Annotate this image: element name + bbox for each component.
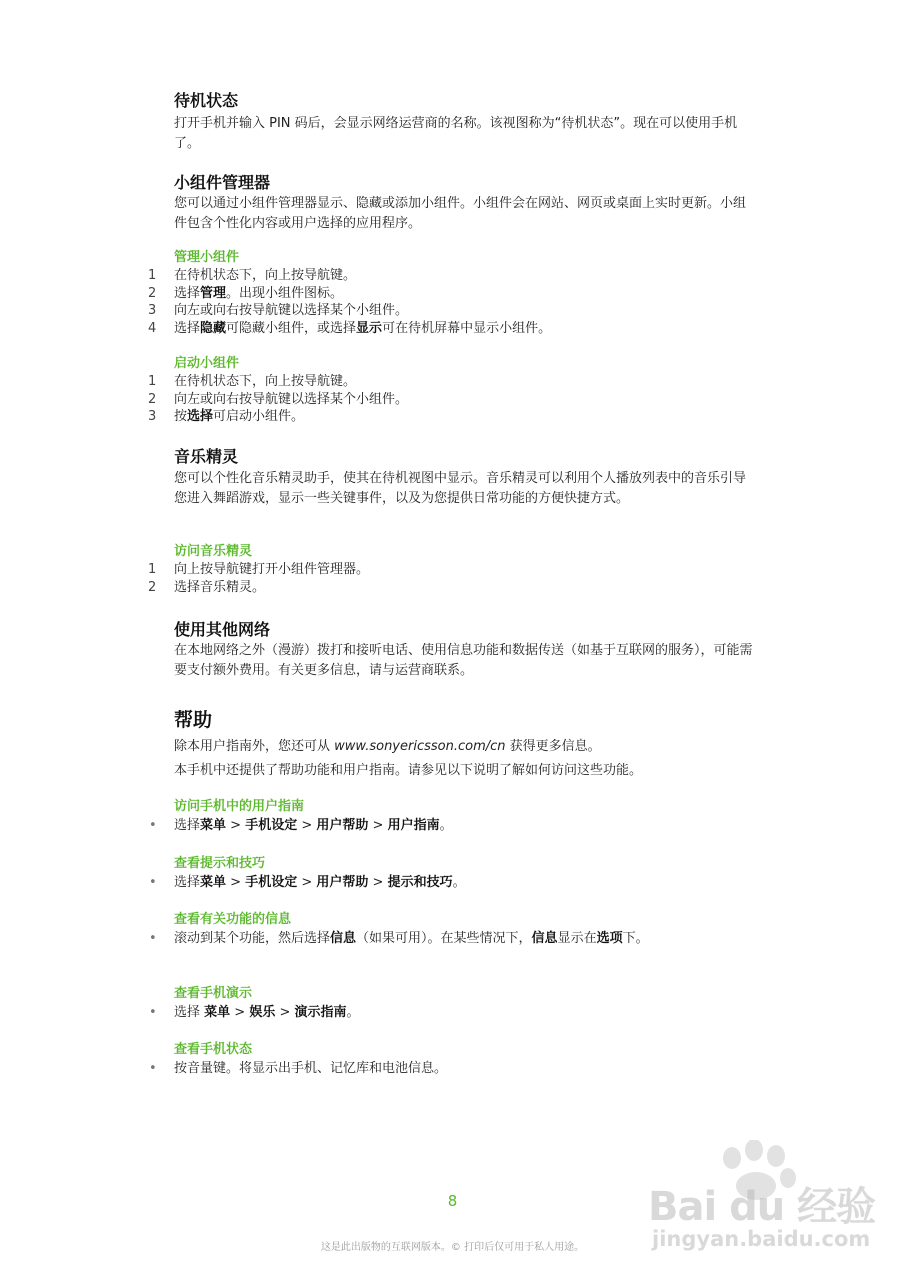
other-networks-text: 在本地网络之外（漫游）拨打和接听电话、使用信息功能和数据传送（如基于互联网的服务），可能需要支付额外费用。有关更多信息，请与运营商联系。 xyxy=(174,643,753,678)
step-number: 2 xyxy=(148,579,157,595)
step-number: 2 xyxy=(148,285,157,301)
status-bullets xyxy=(146,1060,706,1078)
step-text: 在待机状态下，向上按导航键。 xyxy=(174,268,357,283)
step-number: 2 xyxy=(148,391,157,407)
tips-bullets xyxy=(146,874,706,892)
step-number: 4 xyxy=(148,320,157,336)
list-item xyxy=(146,930,702,948)
subheading-user-guide: 访问手机中的用户指南 xyxy=(174,799,305,814)
bullet-icon: • xyxy=(149,818,157,833)
separator: > xyxy=(368,875,388,890)
bullet-text: 显示在 xyxy=(557,931,597,946)
bullet-text: 选择 xyxy=(174,875,201,890)
page-footer: 这是此出版物的互联网版本。© 打印后仅可用于私人用途。 xyxy=(320,1242,585,1253)
step-text: 选择 xyxy=(174,320,201,336)
bullet-text: 。 xyxy=(346,1005,360,1020)
bullet-text: 。 xyxy=(439,818,453,833)
list-item xyxy=(146,373,746,391)
manage-widgets-steps xyxy=(146,267,746,337)
bullet-text: 按音量键。将显示出手机、记忆库和电池信息。 xyxy=(174,1061,448,1076)
step-text: 按 xyxy=(174,409,188,424)
heading-help: 帮助 xyxy=(174,709,213,731)
list-item xyxy=(146,408,746,426)
list-item xyxy=(146,1060,706,1078)
separator: > xyxy=(297,875,317,890)
menu-term: 选择 xyxy=(187,409,214,424)
menu-term: 菜单 xyxy=(204,1005,231,1020)
list-item xyxy=(146,1004,706,1022)
bullet-icon: • xyxy=(149,1005,157,1020)
list-item xyxy=(146,561,746,579)
step-text: 选择音乐精灵。 xyxy=(174,579,266,595)
menu-term: 用户帮助 xyxy=(316,875,369,890)
step-text: 可隐藏小组件，或选择 xyxy=(226,320,357,336)
step-text: 选择 xyxy=(174,285,201,301)
step-number: 1 xyxy=(148,562,157,577)
separator: > xyxy=(230,1005,250,1020)
step-text: 可在待机屏幕中显示小组件。 xyxy=(382,320,552,336)
subheading-tips: 查看提示和技巧 xyxy=(174,856,266,871)
help-text: 除本用户指南外，您还可从 xyxy=(174,739,335,754)
step-number: 3 xyxy=(148,409,157,424)
page-number: 8 xyxy=(447,1192,458,1210)
subheading-function-info: 查看有关功能的信息 xyxy=(174,912,292,927)
menu-term: 选项 xyxy=(596,931,623,946)
subheading-access-music-mate: 访问音乐精灵 xyxy=(174,544,253,559)
separator: > xyxy=(368,818,388,833)
list-item xyxy=(146,817,706,835)
heading-other-networks: 使用其他网络 xyxy=(174,620,271,639)
menu-term: 手机设定 xyxy=(245,818,298,833)
menu-term: 娱乐 xyxy=(249,1005,276,1020)
subheading-status: 查看手机状态 xyxy=(174,1042,253,1057)
bullet-text: 滚动到某个功能，然后选择 xyxy=(174,931,331,946)
list-item xyxy=(146,302,746,320)
music-mate-text: 您可以个性化音乐精灵助手，使其在待机视图中显示。音乐精灵可以利用个人播放列表中的音乐引导您进入舞蹈游戏，显示一些关键事件，以及为您提供日常功能的方便快捷方式。 xyxy=(174,471,747,506)
menu-term: 手机设定 xyxy=(245,875,298,890)
website-url: www.sonyericsson.com/cn xyxy=(334,739,506,754)
user-guide-bullets xyxy=(146,817,706,835)
help-text: 获得更多信息。 xyxy=(505,739,601,754)
menu-term: 显示 xyxy=(356,320,383,336)
menu-term: 演示指南 xyxy=(294,1005,347,1020)
list-item xyxy=(146,267,746,285)
access-music-mate-steps xyxy=(146,561,746,596)
bullet-text: （如果可用）。在某些情况下， xyxy=(356,931,532,946)
list-item xyxy=(146,579,746,597)
menu-term: 信息 xyxy=(531,931,558,946)
list-item xyxy=(146,320,746,338)
menu-term: 隐藏 xyxy=(200,320,227,336)
heading-widget-manager: 小组件管理器 xyxy=(174,173,271,192)
separator: > xyxy=(226,875,246,890)
step-text: 可启动小组件。 xyxy=(213,409,305,424)
watermark-brand: Bai du 经验 xyxy=(648,1184,876,1230)
separator: > xyxy=(297,818,317,833)
bullet-text: 。 xyxy=(452,875,466,890)
list-item xyxy=(146,391,746,409)
step-text: 在待机状态下，向上按导航键。 xyxy=(174,374,357,389)
standby-text: 打开手机并输入 PIN 码后，会显示网络运营商的名称。该视图称为“待机状态”。现在可以使用手机了。 xyxy=(174,116,738,151)
help-text-phone: 本手机中还提供了帮助功能和用户指南。请参见以下说明了解如何访问这些功能。 xyxy=(174,763,643,778)
menu-term: 信息 xyxy=(330,931,357,946)
watermark-url: jingyan.baidu.com xyxy=(652,1227,871,1251)
separator: > xyxy=(226,818,246,833)
menu-term: 提示和技巧 xyxy=(387,875,453,890)
step-number: 3 xyxy=(148,303,157,318)
function-info-bullets xyxy=(146,930,702,948)
bullet-text: 选择 xyxy=(174,818,201,833)
subheading-demo: 查看手机演示 xyxy=(174,986,253,1001)
list-item xyxy=(146,874,706,892)
menu-term: 菜单 xyxy=(200,875,227,890)
step-number: 1 xyxy=(148,268,157,283)
subheading-manage-widgets: 管理小组件 xyxy=(174,250,240,265)
bullet-icon: • xyxy=(149,875,157,890)
bullet-text: 选择 xyxy=(174,1005,205,1020)
step-text: 向左或向右按导航键以选择某个小组件。 xyxy=(174,303,409,318)
heading-music-mate: 音乐精灵 xyxy=(174,447,239,466)
menu-term: 用户帮助 xyxy=(316,818,369,833)
launch-widgets-steps xyxy=(146,373,746,426)
help-text-website xyxy=(174,737,754,757)
separator: > xyxy=(275,1005,295,1020)
menu-term: 管理 xyxy=(200,285,227,301)
menu-term: 用户指南 xyxy=(387,818,440,833)
step-text: 向上按导航键打开小组件管理器。 xyxy=(174,562,370,577)
step-text: 。出现小组件图标。 xyxy=(226,285,344,301)
subheading-launch-widgets: 启动小组件 xyxy=(174,356,240,371)
step-number: 1 xyxy=(148,374,157,389)
demo-bullets xyxy=(146,1004,706,1022)
bullet-icon: • xyxy=(149,931,157,946)
bullet-icon: • xyxy=(149,1061,157,1076)
bullet-text: 下。 xyxy=(622,931,649,946)
step-text: 向左或向右按导航键以选择某个小组件。 xyxy=(174,391,409,407)
widget-manager-text: 您可以通过小组件管理器显示、隐藏或添加小组件。小组件会在网站、网页或桌面上实时更新。小组件包含个性化内容或用户选择的应用程序。 xyxy=(174,196,747,231)
heading-standby: 待机状态 xyxy=(174,91,239,110)
menu-term: 菜单 xyxy=(200,818,227,833)
list-item xyxy=(146,285,746,303)
